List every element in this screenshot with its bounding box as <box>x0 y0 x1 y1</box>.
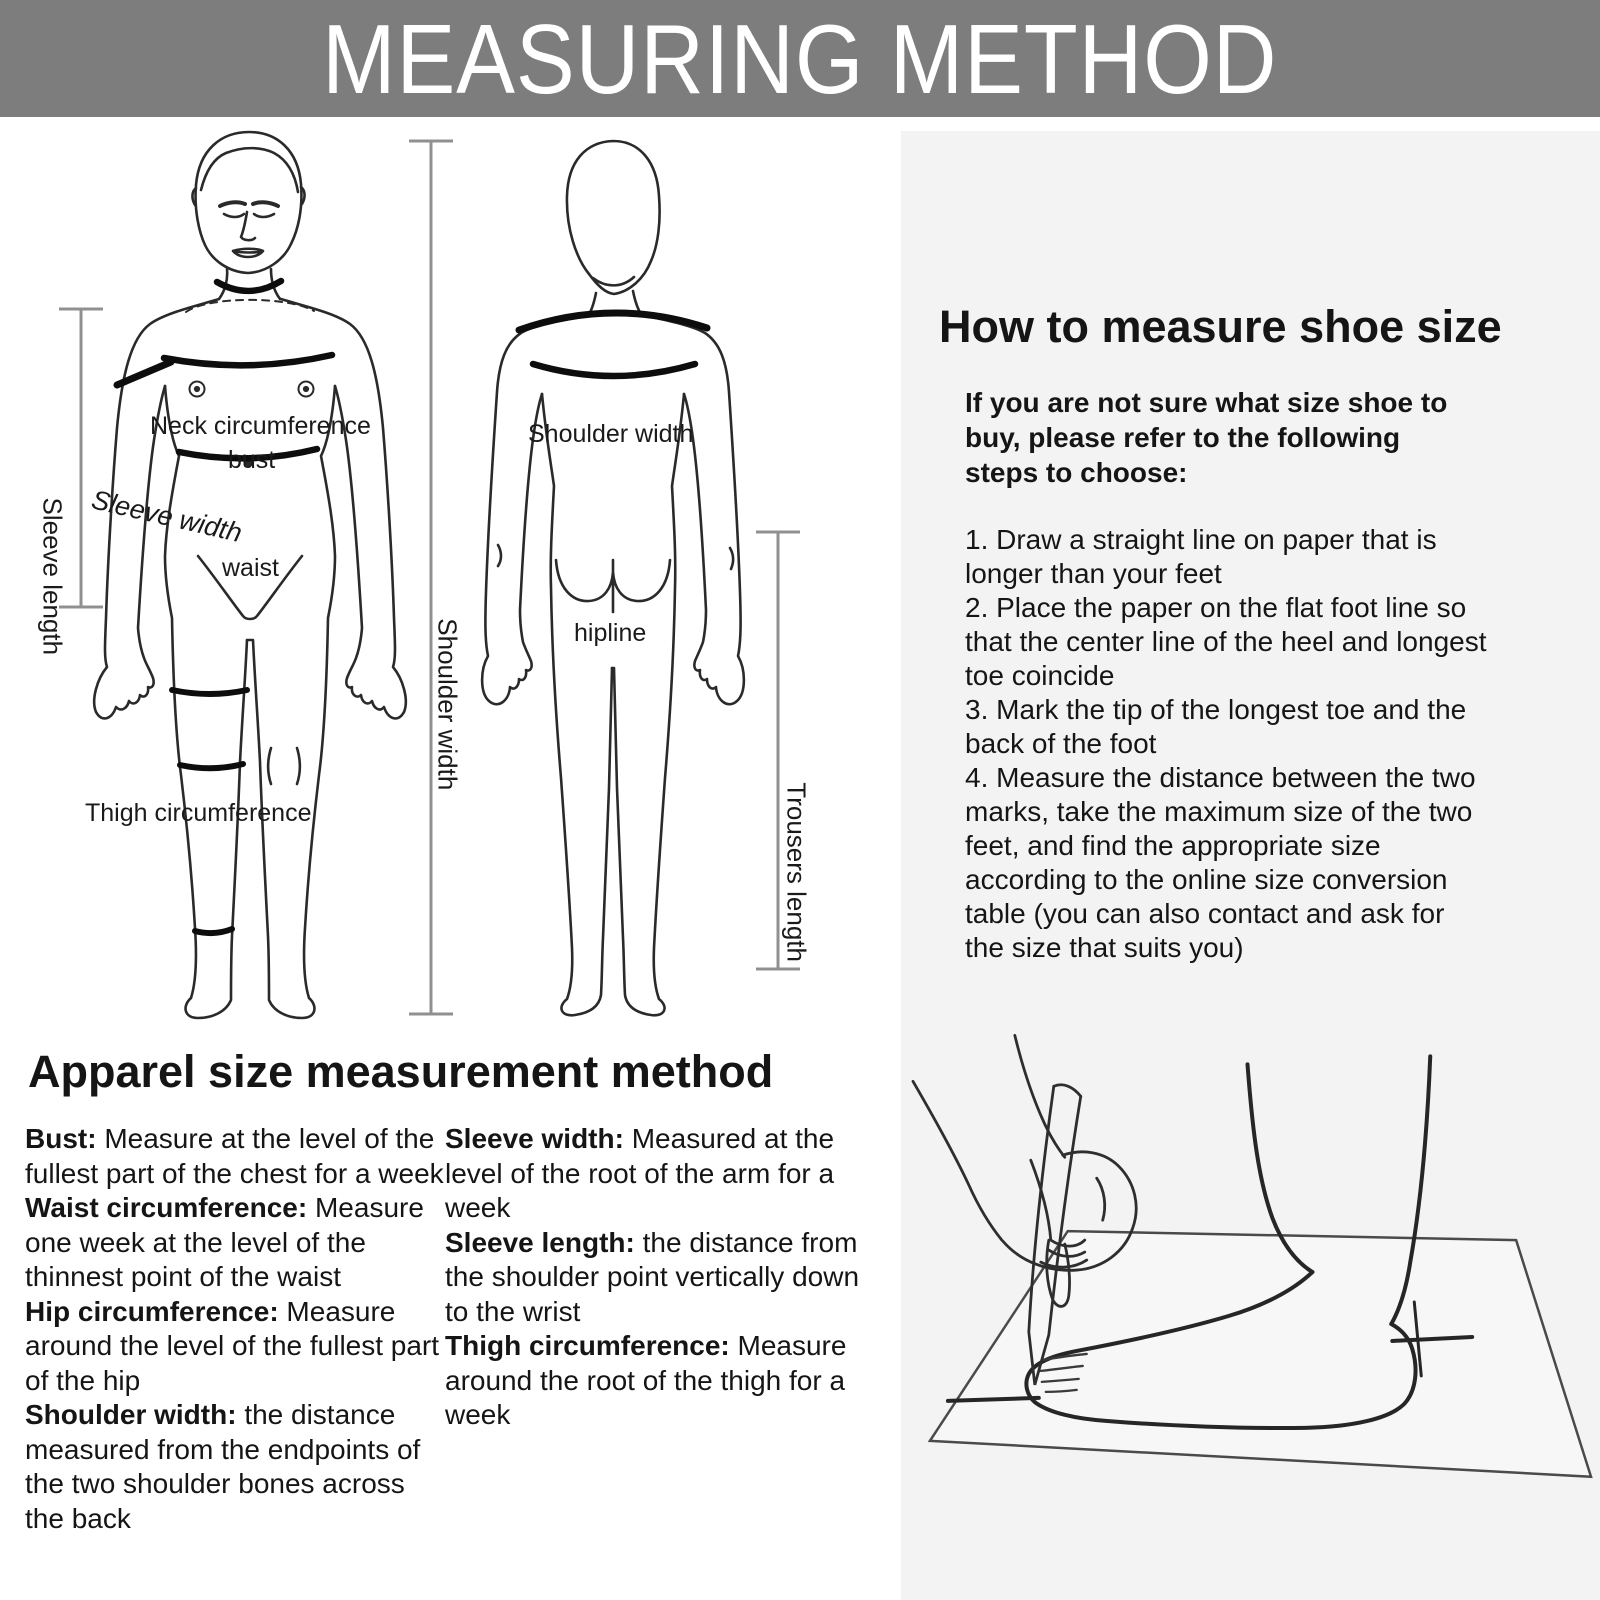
definition-desc: the distance measured from the endpoints of the two shoulder bones across the back <box>25 1399 421 1534</box>
label-thigh-circumference: Thigh circumference <box>85 799 312 827</box>
front-right-side-leg <box>247 386 335 1018</box>
definition-desc: Measure around the level of the fullest part of the hip <box>25 1295 440 1396</box>
back-wrist-creases <box>498 545 733 569</box>
wrist-left-edge <box>913 1081 1002 1240</box>
definition-thigh <box>445 1329 865 1433</box>
upper-back-band <box>533 364 695 376</box>
definition-term: Waist circumference: <box>25 1192 308 1223</box>
shoe-step-1: 1. Draw a straight line on paper that is longer than your feet <box>965 524 1437 589</box>
paper-sheet <box>930 1231 1591 1477</box>
definition-desc: Measure around the root of the thigh for a week <box>445 1330 847 1430</box>
apparel-definitions-column-1 <box>25 1122 445 1536</box>
front-nipple-left-dot <box>195 387 199 391</box>
label-bust: bust <box>228 446 276 474</box>
body-measurement-diagram <box>0 117 900 1042</box>
definition-term: Bust: <box>25 1123 97 1154</box>
body-figures-illustration <box>0 117 900 1042</box>
definition-term: Sleeve width: <box>445 1123 624 1154</box>
label-neck-circumference: Neck circumference <box>150 412 371 440</box>
definition-term: Hip circumference: <box>25 1295 279 1327</box>
front-knee-accents <box>268 748 300 784</box>
shoe-section-heading: How to measure shoe size <box>939 301 1502 352</box>
shoulder-width-measure-line <box>409 141 453 1014</box>
measure-lines <box>59 141 800 1014</box>
ankle-band <box>195 929 232 933</box>
thigh-band <box>172 690 247 694</box>
definition-sleeve-width <box>445 1122 865 1226</box>
definition-waist <box>25 1191 445 1295</box>
knee-band <box>180 764 243 768</box>
foot-tracing-illustration <box>901 1030 1600 1600</box>
back-buttocks <box>556 560 670 612</box>
apparel-section-heading: Apparel size measurement method <box>28 1046 774 1097</box>
page-header <box>0 0 1600 117</box>
apparel-definitions-column-2 <box>445 1122 865 1433</box>
page-title: MEASURING METHOD <box>322 3 1278 114</box>
front-nose <box>241 212 255 240</box>
definition-desc: Measure one week at the level of the thinnest point of the waist <box>25 1192 424 1292</box>
back-left-side-leg <box>542 394 612 1015</box>
label-sleeve-length: Sleeve length <box>37 497 68 656</box>
shoe-intro-text: If you are not sure what size shoe to buy, please refer to the following steps to choose: <box>965 387 1448 488</box>
front-mouth <box>233 249 263 257</box>
shoe-step-4: 4. Measure the distance between the two marks, take the maximum size of the two feet, and find the appropriate size according to the online size conversion table (you can also contact and ask for the size that suits you) <box>965 762 1476 963</box>
definition-term: Shoulder width: <box>25 1399 237 1430</box>
shoe-size-panel <box>901 131 1600 1600</box>
definition-hip <box>25 1295 445 1399</box>
front-ears <box>192 187 304 205</box>
label-shoulder-width-vertical: Shoulder width <box>432 618 463 791</box>
label-trousers-length: Trousers length <box>781 782 812 962</box>
knuckle-crease <box>1097 1178 1105 1220</box>
definition-term: Sleeve length: <box>445 1226 635 1258</box>
shoulder-width-band <box>519 313 707 330</box>
shoe-step-3: 3. Mark the tip of the longest toe and the back of the foot <box>965 694 1467 759</box>
back-figure <box>482 141 744 1015</box>
front-nipple-right-dot <box>304 387 308 391</box>
definition-bust <box>25 1122 445 1191</box>
pen-top <box>1054 1085 1081 1097</box>
definition-desc: the distance from the shoulder point vertically down to the wrist <box>445 1226 860 1327</box>
bust-band <box>164 355 332 365</box>
front-left-side-leg <box>165 386 247 1018</box>
front-hairline <box>201 148 298 192</box>
front-eyebrows <box>220 202 278 206</box>
back-bands <box>519 313 707 376</box>
shoe-step-2: 2. Place the paper on the flat foot line so that the center line of the heel and longest toe coincide <box>965 592 1487 691</box>
back-head <box>567 141 660 294</box>
label-sleeve-width: Sleeve width <box>88 484 245 549</box>
back-right-side-leg <box>612 394 684 1015</box>
label-waist: waist <box>222 554 279 582</box>
label-shoulder-width-back: Shoulder width <box>528 420 694 448</box>
label-hipline: hipline <box>574 619 647 647</box>
definition-sleeve-length <box>445 1226 865 1330</box>
front-bands <box>117 281 332 933</box>
wrist-right-edge <box>1015 1035 1065 1157</box>
definition-desc: Measured at the level of the root of the arm for a week <box>445 1123 835 1223</box>
shoe-steps-list <box>965 523 1489 965</box>
definition-desc: Measure at the level of the fullest part of the chest for a week <box>25 1123 444 1189</box>
definition-term: Thigh circumference: <box>445 1330 730 1361</box>
definition-shoulder-width <box>25 1398 445 1536</box>
front-eyes <box>224 214 274 217</box>
